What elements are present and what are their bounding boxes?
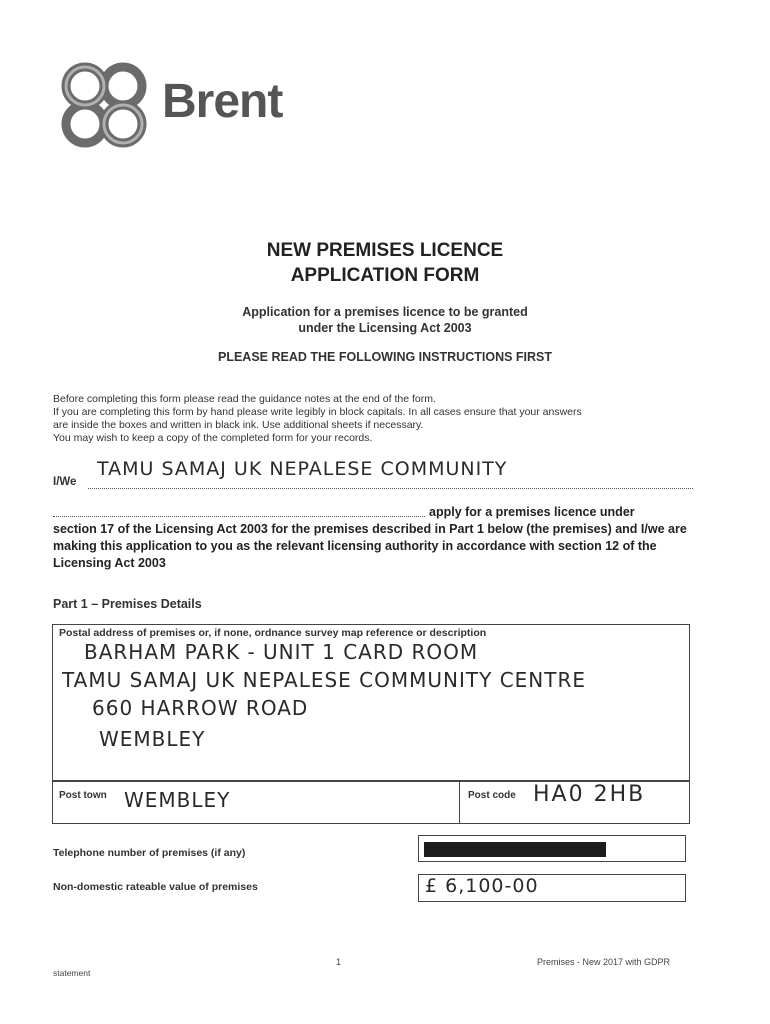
post-town-box[interactable] <box>52 780 460 824</box>
redacted-telephone <box>424 842 606 857</box>
application-statement: section 17 of the Licensing Act 2003 for the premises described in Part 1 below (the premises) and I/we are making this application to you as the relevant licensing authority in accordance with section 12 of the Licensing Act 2003 <box>53 522 687 570</box>
apply-text: apply for a premises licence under <box>429 505 635 519</box>
instruction-line: If you are completing this form by hand please write legibly in block capitals. In all cases ensure that your answers <box>53 406 582 418</box>
post-code-value: HA0 2HB <box>533 782 646 807</box>
address-line-1: BARHAM PARK - UNIT 1 CARD ROOM <box>84 640 479 664</box>
post-town-label: Post town <box>59 790 107 801</box>
page-number: 1 <box>336 957 342 967</box>
address-line-4: WEMBLEY <box>99 727 206 751</box>
footer-version: Premises - New 2017 with GDPR <box>537 957 671 967</box>
applicant-name: TAMU SAMAJ UK NEPALESE COMMUNITY <box>97 458 508 480</box>
applicant-prefix: I/We <box>53 476 77 488</box>
rateable-value-label: Non-domestic rateable value of premises <box>53 881 258 893</box>
form-title-line1: NEW PREMISES LICENCE <box>266 240 504 261</box>
instruction-line: You may wish to keep a copy of the completed form for your records. <box>53 432 373 444</box>
part1-heading: Part 1 – Premises Details <box>53 597 202 611</box>
footer-left-note: statement <box>53 968 91 978</box>
subtitle-line1: Application for a premises licence to be granted <box>242 305 528 319</box>
rateable-value: £ 6,100-00 <box>425 875 539 897</box>
address-label: Postal address of premises or, if none, ordnance survey map reference or description <box>59 627 487 639</box>
address-line-2: TAMU SAMAJ UK NEPALESE COMMUNITY CENTRE <box>62 668 586 692</box>
apply-dotted-line <box>53 505 425 517</box>
instructions-block <box>53 393 703 445</box>
post-code-label: Post code <box>468 790 516 801</box>
instructions-heading: PLEASE READ THE FOLLOWING INSTRUCTIONS FIRST <box>217 350 553 364</box>
post-town-value: WEMBLEY <box>124 788 231 812</box>
form-title-line2: APPLICATION FORM <box>290 265 480 286</box>
address-line-3: 660 HARROW ROAD <box>92 696 309 720</box>
telephone-label: Telephone number of premises (if any) <box>53 847 246 859</box>
instruction-line: Before completing this form please read the guidance notes at the end of the form. <box>53 393 436 405</box>
brent-logo-text: Brent <box>162 75 283 128</box>
instruction-line: are inside the boxes and written in black ink. Use additional sheets if necessary. <box>53 419 424 431</box>
subtitle-line2: under the Licensing Act 2003 <box>298 321 472 335</box>
brent-logo-icon <box>55 58 155 154</box>
